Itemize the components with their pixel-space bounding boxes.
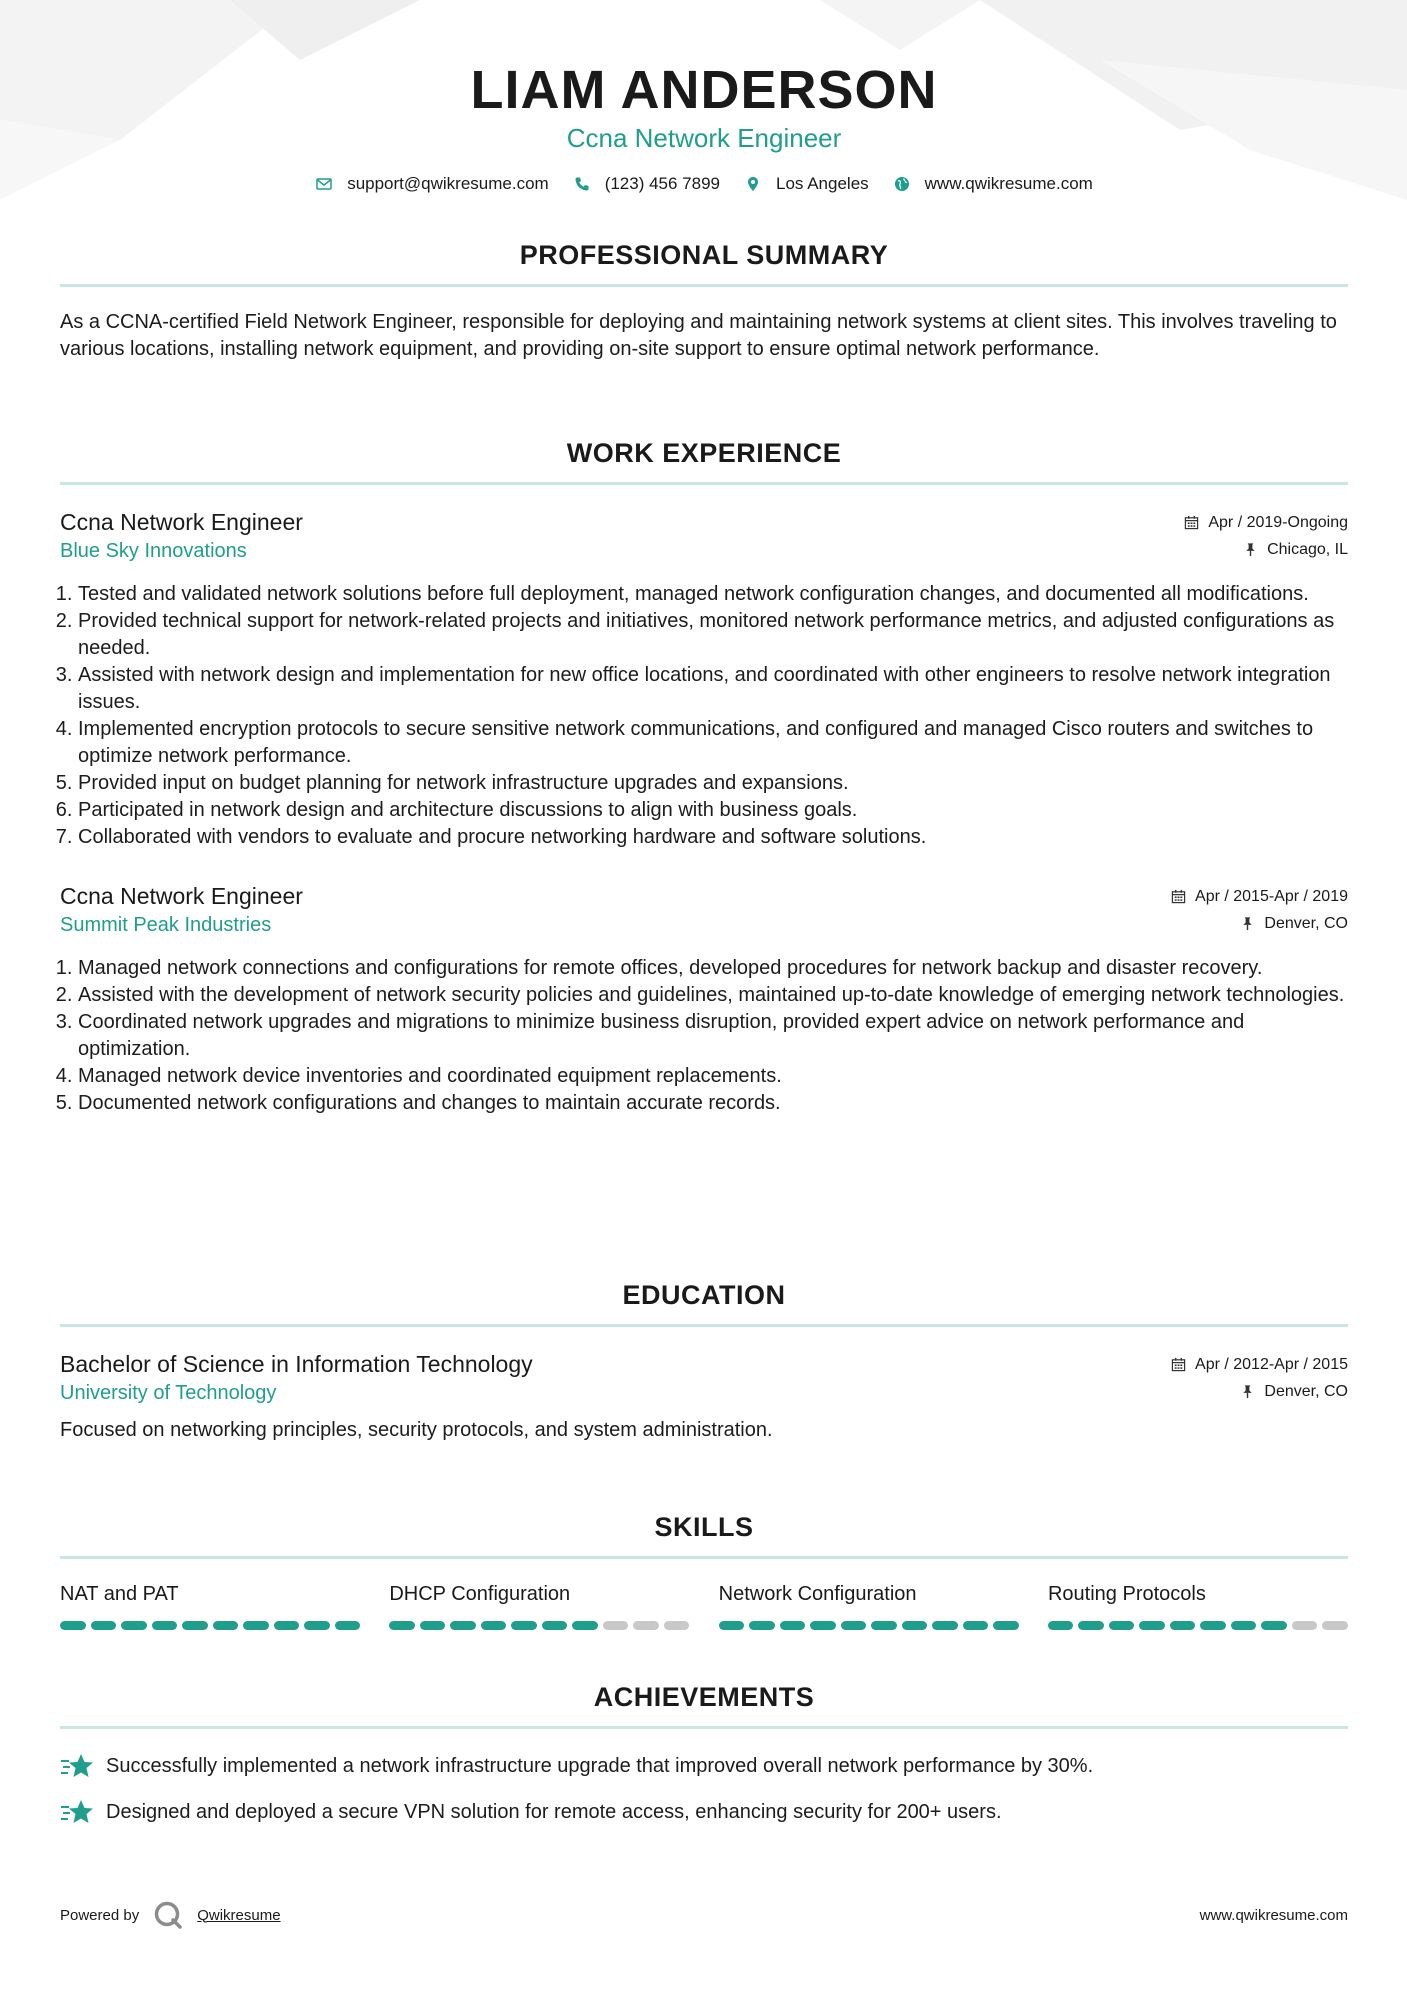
list-item: 7. Collaborated with vendors to evaluate and procure networking hardware and software solutions. bbox=[78, 824, 1348, 851]
rating-segment-filled bbox=[213, 1621, 239, 1630]
rating-segment-filled bbox=[243, 1621, 269, 1630]
achievements-heading: ACHIEVEMENTS bbox=[593, 1682, 815, 1712]
education-dates-text: Apr / 2012-Apr / 2015 bbox=[1195, 1356, 1348, 1373]
calendar-icon bbox=[1171, 1357, 1187, 1373]
rating-segment-filled bbox=[274, 1621, 300, 1630]
rating-segment-filled bbox=[572, 1621, 598, 1630]
job-location bbox=[1243, 541, 1348, 559]
achievement-item bbox=[60, 1751, 1348, 1781]
list-item: 5. Provided input on budget planning for network infrastructure upgrades and expansions. bbox=[78, 770, 1348, 797]
rating-segment-filled bbox=[450, 1621, 476, 1630]
rating-segment-filled bbox=[749, 1621, 775, 1630]
skills-heading: SKILLS bbox=[654, 1512, 754, 1542]
rating-segment-filled bbox=[182, 1621, 208, 1630]
job-entry bbox=[60, 883, 1348, 1117]
contact-location bbox=[744, 174, 869, 194]
section-divider bbox=[60, 284, 1348, 287]
skill-item bbox=[389, 1581, 689, 1630]
experience-section bbox=[60, 436, 1348, 1117]
rating-segment-filled bbox=[481, 1621, 507, 1630]
company-name: Summit Peak Industries bbox=[60, 914, 272, 936]
job-bullets bbox=[60, 581, 1348, 851]
skill-name: NAT and PAT bbox=[60, 1583, 179, 1605]
rating-segment-filled bbox=[1170, 1621, 1196, 1630]
rating-segment-filled bbox=[932, 1621, 958, 1630]
rating-segment-filled bbox=[542, 1621, 568, 1630]
summary-section bbox=[60, 238, 1348, 363]
education-section bbox=[60, 1278, 1348, 1444]
star-icon bbox=[60, 1751, 94, 1781]
rating-segment-filled bbox=[420, 1621, 446, 1630]
pushpin-icon bbox=[1240, 916, 1256, 932]
achievement-text: Successfully implemented a network infrastructure upgrade that improved overall network performance by 30%. bbox=[106, 1754, 1094, 1777]
job-title: Ccna Network Engineer bbox=[60, 509, 303, 535]
list-item: 6. Participated in network design and architecture discussions to align with business goals. bbox=[78, 797, 1348, 824]
candidate-name: LIAM ANDERSON bbox=[470, 60, 938, 120]
rating-segment-filled bbox=[719, 1621, 745, 1630]
job-dates bbox=[1184, 514, 1348, 532]
skill-rating-bar bbox=[719, 1621, 1019, 1630]
contact-bar bbox=[60, 174, 1348, 194]
job-location-text: Chicago, IL bbox=[1267, 541, 1348, 558]
contact-location-text: Los Angeles bbox=[776, 174, 869, 193]
rating-segment-empty bbox=[1292, 1621, 1318, 1630]
rating-segment-filled bbox=[1139, 1621, 1165, 1630]
rating-segment-empty bbox=[603, 1621, 629, 1630]
phone-icon bbox=[573, 175, 591, 193]
contact-email[interactable] bbox=[315, 174, 549, 194]
skill-item bbox=[1048, 1581, 1348, 1630]
contact-email-text: support@qwikresume.com bbox=[347, 174, 549, 193]
rating-segment-filled bbox=[1200, 1621, 1226, 1630]
list-item: 4. Implemented encryption protocols to secure sensitive network communications, and configured and managed Cisco routers and switches to optimize network performance. bbox=[78, 716, 1348, 770]
rating-segment-filled bbox=[1048, 1621, 1074, 1630]
skill-name: Network Configuration bbox=[718, 1583, 917, 1605]
powered-by-label: Powered by bbox=[60, 1906, 140, 1924]
skill-item bbox=[60, 1581, 360, 1630]
rating-segment-filled bbox=[91, 1621, 117, 1630]
list-item: 1. Managed network connections and configurations for remote offices, developed procedures for network backup and disaster recovery. bbox=[78, 955, 1348, 982]
degree-title: Bachelor of Science in Information Technology bbox=[60, 1351, 533, 1377]
qwikresume-logo-icon bbox=[153, 1900, 183, 1930]
section-divider bbox=[60, 482, 1348, 485]
skill-item bbox=[719, 1581, 1019, 1630]
job-bullets bbox=[60, 955, 1348, 1117]
experience-heading: WORK EXPERIENCE bbox=[566, 438, 842, 468]
star-icon bbox=[60, 1797, 94, 1827]
list-item: 3. Coordinated network upgrades and migrations to minimize business disruption, provided expert advice on network performance and optimization. bbox=[78, 1009, 1348, 1063]
skill-name: Routing Protocols bbox=[1047, 1583, 1206, 1605]
education-location-text: Denver, CO bbox=[1264, 1383, 1348, 1400]
job-location-text: Denver, CO bbox=[1264, 915, 1348, 932]
skill-rating-bar bbox=[1048, 1621, 1348, 1630]
list-item: 4. Managed network device inventories and coordinated equipment replacements. bbox=[78, 1063, 1348, 1090]
rating-segment-filled bbox=[963, 1621, 989, 1630]
section-divider bbox=[60, 1556, 1348, 1559]
job-dates-text: Apr / 2019-Ongoing bbox=[1208, 514, 1348, 531]
rating-segment-empty bbox=[633, 1621, 659, 1630]
rating-segment-filled bbox=[780, 1621, 806, 1630]
education-heading: EDUCATION bbox=[622, 1280, 786, 1310]
skill-name: DHCP Configuration bbox=[389, 1583, 571, 1605]
job-entry bbox=[60, 509, 1348, 851]
education-dates bbox=[1171, 1356, 1348, 1374]
rating-segment-filled bbox=[152, 1621, 178, 1630]
section-divider bbox=[60, 1324, 1348, 1327]
list-item: 3. Assisted with network design and implementation for new office locations, and coordinated with other engineers to resolve network integration issues. bbox=[78, 662, 1348, 716]
map-pin-icon bbox=[744, 175, 762, 193]
rating-segment-empty bbox=[1322, 1621, 1348, 1630]
section-divider bbox=[60, 1726, 1348, 1729]
footer-website[interactable]: www.qwikresume.com bbox=[1199, 1906, 1348, 1924]
list-item: 2. Provided technical support for network-related projects and initiatives, monitored network performance metrics, and adjusted configurations as needed. bbox=[78, 608, 1348, 662]
calendar-icon bbox=[1184, 515, 1200, 531]
rating-segment-filled bbox=[1078, 1621, 1104, 1630]
skills-section bbox=[60, 1510, 1348, 1630]
achievements-section bbox=[60, 1680, 1348, 1827]
rating-segment-filled bbox=[389, 1621, 415, 1630]
rating-segment-empty bbox=[664, 1621, 690, 1630]
rating-segment-filled bbox=[841, 1621, 867, 1630]
rating-segment-filled bbox=[511, 1621, 537, 1630]
education-description: Focused on networking principles, security protocols, and system administration. bbox=[60, 1419, 773, 1441]
summary-heading: PROFESSIONAL SUMMARY bbox=[519, 240, 889, 270]
rating-segment-filled bbox=[871, 1621, 897, 1630]
contact-website[interactable] bbox=[893, 174, 1093, 194]
pushpin-icon bbox=[1243, 542, 1259, 558]
list-item: 1. Tested and validated network solutions before full deployment, managed network configuration changes, and documented all modifications. bbox=[78, 581, 1348, 608]
rating-segment-filled bbox=[1261, 1621, 1287, 1630]
job-dates-text: Apr / 2015-Apr / 2019 bbox=[1195, 888, 1348, 905]
rating-segment-filled bbox=[304, 1621, 330, 1630]
rating-segment-filled bbox=[1231, 1621, 1257, 1630]
rating-segment-filled bbox=[121, 1621, 147, 1630]
rating-segment-filled bbox=[810, 1621, 836, 1630]
list-item: 2. Assisted with the development of network security policies and guidelines, maintained up-to-date knowledge of emerging network technologies. bbox=[78, 982, 1348, 1009]
globe-icon bbox=[893, 175, 911, 193]
rating-segment-filled bbox=[60, 1621, 86, 1630]
resume-page bbox=[60, 0, 1348, 1990]
contact-phone[interactable] bbox=[573, 174, 720, 194]
achievement-item bbox=[60, 1797, 1348, 1827]
candidate-title: Ccna Network Engineer bbox=[566, 123, 842, 153]
envelope-icon bbox=[315, 175, 333, 193]
achievement-text: Designed and deployed a secure VPN solution for remote access, enhancing security for 200+ users. bbox=[106, 1800, 1002, 1823]
company-name: Blue Sky Innovations bbox=[60, 540, 247, 562]
summary-text: As a CCNA-certified Field Network Engineer, responsible for deploying and maintaining network systems at client sites. This involves traveling to various locations, installing network equipment, and providing on-site support to ensure optimal network performance. bbox=[60, 311, 1337, 360]
skills-list bbox=[60, 1581, 1348, 1630]
brand-link[interactable]: Qwikresume bbox=[197, 1906, 281, 1924]
calendar-icon bbox=[1171, 889, 1187, 905]
skill-rating-bar bbox=[60, 1621, 360, 1630]
pushpin-icon bbox=[1240, 1384, 1256, 1400]
job-dates bbox=[1171, 888, 1348, 906]
skill-rating-bar bbox=[389, 1621, 689, 1630]
rating-segment-filled bbox=[993, 1621, 1019, 1630]
rating-segment-filled bbox=[1109, 1621, 1135, 1630]
school-name: University of Technology bbox=[60, 1382, 277, 1404]
list-item: 5. Documented network configurations and changes to maintain accurate records. bbox=[78, 1090, 1348, 1117]
page-footer bbox=[60, 1900, 1348, 1930]
contact-website-text: www.qwikresume.com bbox=[924, 174, 1093, 193]
job-location bbox=[1240, 915, 1348, 933]
rating-segment-filled bbox=[902, 1621, 928, 1630]
contact-phone-text: (123) 456 7899 bbox=[604, 174, 721, 193]
resume-header bbox=[60, 0, 1348, 194]
rating-segment-filled bbox=[335, 1621, 361, 1630]
education-location bbox=[1240, 1383, 1348, 1401]
job-title: Ccna Network Engineer bbox=[60, 883, 303, 909]
